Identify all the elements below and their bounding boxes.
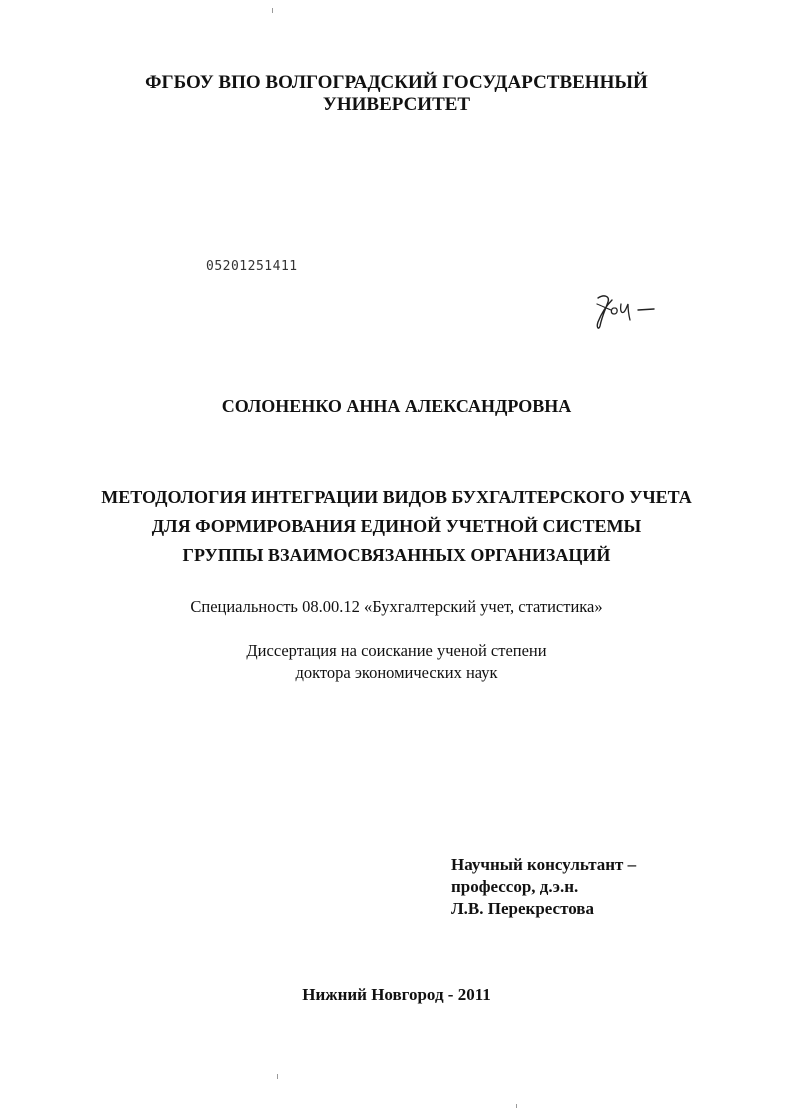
handwritten-signature bbox=[594, 290, 658, 332]
scan-speck bbox=[277, 1074, 278, 1079]
consultant-rank: профессор, д.э.н. bbox=[451, 877, 579, 896]
institution-name: ФГБОУ ВПО ВОЛГОГРАДСКИЙ ГОСУДАРСТВЕННЫЙ bbox=[145, 72, 648, 93]
consultant-name: Л.В. Перекрестова bbox=[451, 899, 594, 918]
scan-speck bbox=[516, 1104, 517, 1108]
specialty: Специальность 08.00.12 «Бухгалтерский учет, статистика» bbox=[190, 597, 603, 616]
scan-speck bbox=[272, 8, 273, 13]
degree-statement: Диссертация на соискание ученой степени bbox=[246, 641, 547, 660]
city-year: Нижний Новгород - 2011 bbox=[302, 985, 491, 1004]
dissertation-title: МЕТОДОЛОГИЯ ИНТЕГРАЦИИ ВИДОВ БУХГАЛТЕРСКОГО УЧЕТА bbox=[101, 487, 692, 507]
institution-name-continued: УНИВЕРСИТЕТ bbox=[322, 94, 471, 115]
dissertation-title-line3: ГРУППЫ ВЗАИМОСВЯЗАННЫХ ОРГАНИЗАЦИЙ bbox=[182, 545, 611, 565]
consultant-role: Научный консультант – bbox=[451, 855, 637, 874]
dissertation-title-line2: ДЛЯ ФОРМИРОВАНИЯ ЕДИНОЙ УЧЕТНОЙ СИСТЕМЫ bbox=[151, 516, 642, 536]
document-number: 05201251411 bbox=[206, 259, 298, 274]
degree-statement-line2: доктора экономических наук bbox=[295, 663, 498, 682]
author-name: СОЛОНЕНКО АННА АЛЕКСАНДРОВНА bbox=[221, 396, 572, 416]
